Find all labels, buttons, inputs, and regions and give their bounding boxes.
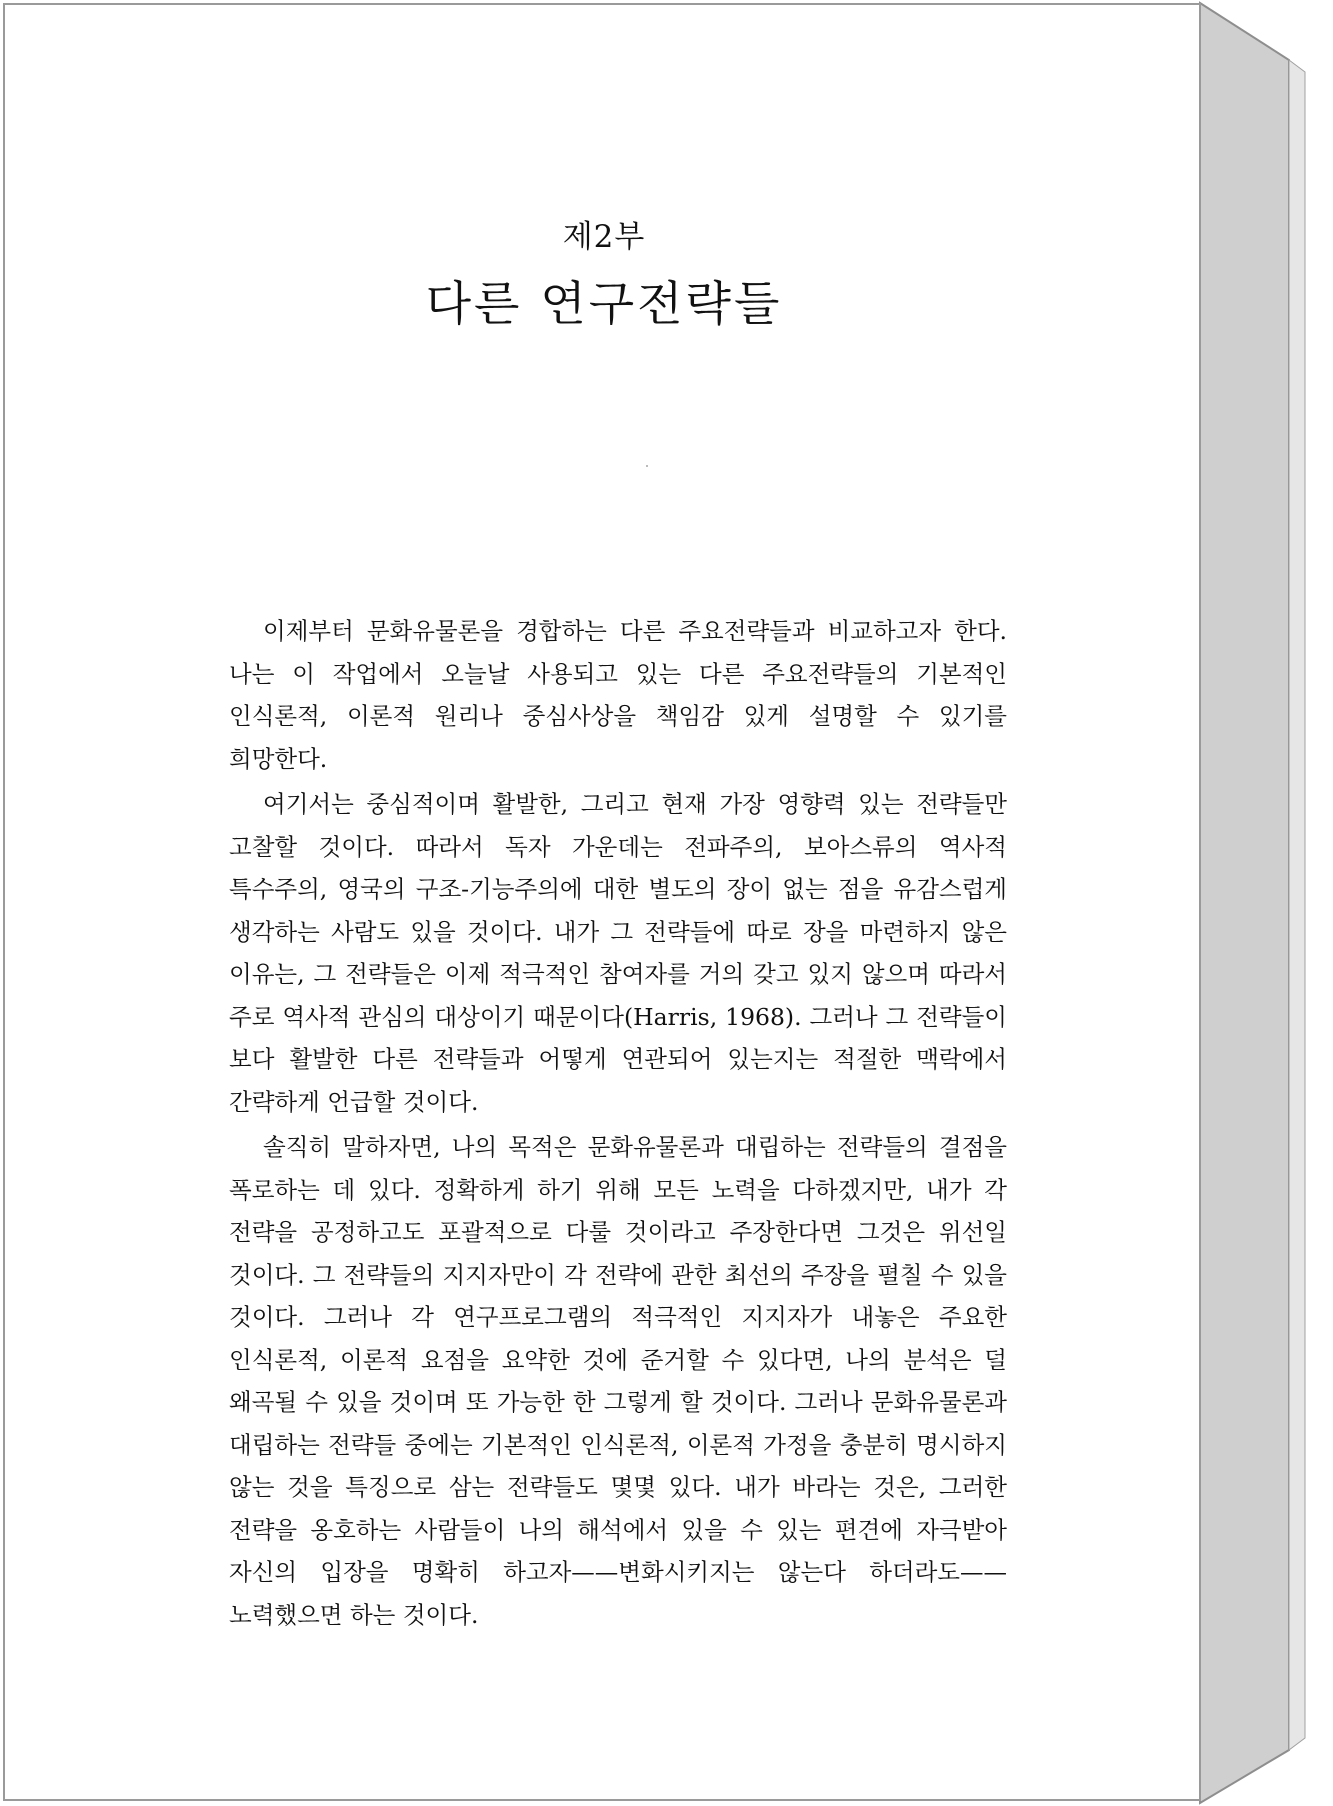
body-text [229, 610, 1007, 1639]
paragraph-3: 솔직히 말하자면, 나의 목적은 문화유물론과 대립하는 전략들의 결점을 폭로하는 데 있다. 정확하게 하기 위해 모든 노력을 다하겠지만, 내가 각 전략을 공정하고도 포괄적으로 다룰 것이라고 주장한다면 그것은 위선일 것이다. 그 전략들의 지지자만이 각 전략에 관한 최선의 주장을 펼칠 수 있을 것이다. 그러나 각 연구프로그램의 적극적인 지지자가 내놓은 주요한 인식론적, 이론적 요점을 요약한 것에 준거할 수 있다면, 나의 분석은 덜 왜곡될 수 있을 것이며 또 가능한 한 그렇게 할 것이다. 그러나 문화유물론과 대립하는 전략들 중에는 기본적인 인식론적, 이론적 가정을 충분히 명시하지 않는 것을 특징으로 삼는 전략들도 몇몇 있다. 내가 바라는 것은, 그러한 전략을 옹호하는 사람들이 나의 해석에서 있을 수 있는 편견에 자극받아 자신의 입장을 명확히 하고자——변화시키지는 않는다 하더라도——노력했으면 하는 것이다. [229, 1133, 1007, 1629]
part-label: 제2부 [562, 219, 646, 255]
scan-speck [646, 465, 648, 467]
part-title: 다른 연구전략들 [425, 277, 783, 332]
book-page [3, 3, 1201, 1801]
paragraph-2: 여기서는 중심적이며 활발한, 그리고 현재 가장 영향력 있는 전략들만 고찰할 것이다. 따라서 독자 가운데는 전파주의, 보아스류의 역사적 특수주의, 영국의 구조-기능주의에 대한 별도의 장이 없는 점을 유감스럽게 생각하는 사람도 있을 것이다. 내가 그 전략들에 따로 장을 마련하지 않은 이유는, 그 전략들은 이제 적극적인 참여자를 거의 갖고 있지 않으며 따라서 주로 역사적 관심의 대상이기 때문이다(Harris, 1968). 그러나 그 전략들이 보다 활발한 다른 전략들과 어떻게 연관되어 있는지는 적절한 맥락에서 간략하게 언급할 것이다. [229, 790, 1007, 1116]
paragraph-1: 이제부터 문화유물론을 경합하는 다른 주요전략들과 비교하고자 한다. 나는 이 작업에서 오늘날 사용되고 있는 다른 주요전략들의 기본적인 인식론적, 이론적 원리나 중심사상을 책임감 있게 설명할 수 있기를 희망한다. [229, 617, 1007, 773]
